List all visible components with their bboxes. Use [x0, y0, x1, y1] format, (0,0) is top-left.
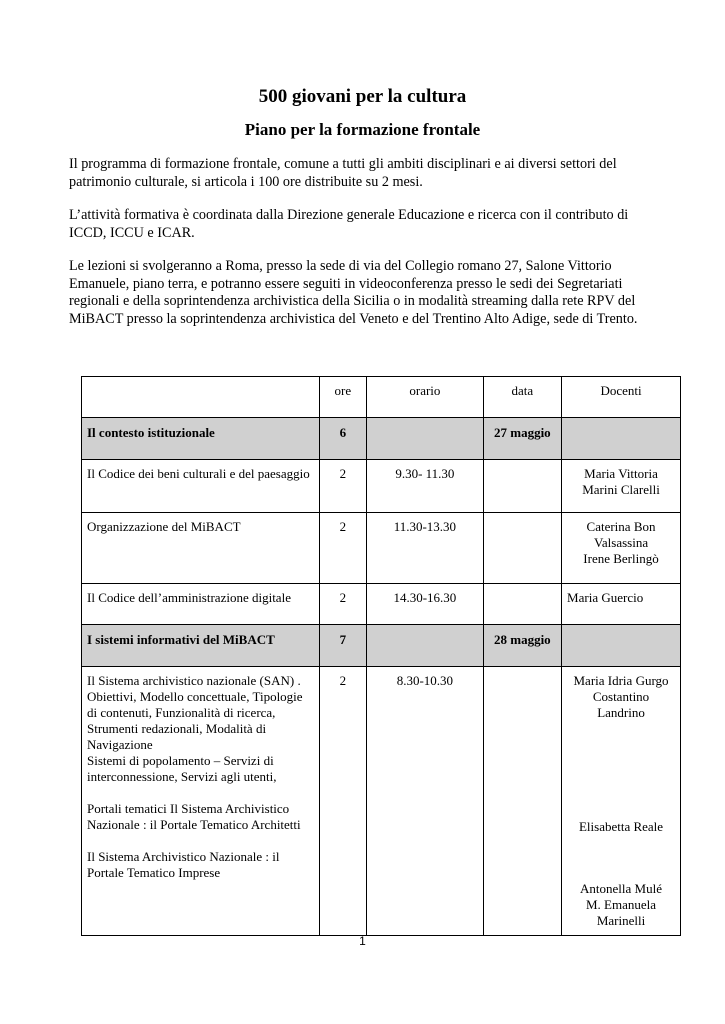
section-ore: 6	[319, 418, 367, 460]
topic-block: Il Sistema archivistico nazionale (SAN) . Obiettivi, Modello concettuale, Tipologie di contenuti, Funzionalità di ricerca, Strumenti redazionali, Modalità di Navigazione	[87, 673, 303, 752]
lesson-ore: 2	[319, 513, 367, 584]
intro-paragraph-1: Il programma di formazione frontale, comune a tutti gli ambiti disciplinari e ai diversi settori del patrimonio culturale, si articola i 100 ore distribuite su 2 mesi.	[69, 156, 617, 190]
header-docenti: Docenti	[562, 377, 681, 418]
table-row	[82, 584, 681, 625]
section-orario	[367, 625, 483, 667]
lesson-ore: 2	[319, 584, 367, 625]
docente-line: Elisabetta Reale	[578, 819, 664, 834]
lesson-ore: 2	[319, 667, 367, 936]
docente-line: Irene Berlingò	[583, 551, 659, 566]
docente-line: Landrino	[597, 705, 645, 720]
document-subtitle: Piano per la formazione frontale	[244, 120, 481, 139]
section-docenti	[562, 418, 681, 460]
section-topic: Il contesto istituzionale	[82, 418, 320, 460]
lesson-topic: Il Codice dei beni culturali e del paesaggio	[82, 460, 320, 513]
section-orario	[367, 418, 483, 460]
section-docenti	[562, 625, 681, 667]
lesson-orario: 14.30-16.30	[367, 584, 483, 625]
docente-line: Maria Vittoria	[584, 466, 658, 481]
docente-line: Valsassina	[593, 535, 649, 550]
lesson-topic	[82, 667, 320, 936]
section-data: 27 maggio	[483, 418, 561, 460]
lesson-topic: Organizzazione del MiBACT	[82, 513, 320, 584]
section-data: 28 maggio	[483, 625, 561, 667]
docente-line: M. Emanuela	[586, 897, 657, 912]
lesson-data	[483, 513, 561, 584]
topic-block: Portali tematici Il Sistema Archivistico Nazionale : il Portale Tematico Architetti	[87, 801, 301, 832]
intro-paragraph-3: Le lezioni si svolgeranno a Roma, presso la sede di via del Collegio romano 27, Salone Vittorio Emanuele, piano terra, e potranno essere seguiti in videoconferenza presso le sedi dei Segretariati regionali e della soprintendenza archivistica della Sicilia o in modalità streaming dalla rete RPV del MiBACT presso la soprintendenza archivistica del Veneto e del Trentino Alto Adige, sede di Trento.	[69, 258, 638, 327]
topic-block: Sistemi di popolamento – Servizi di interconnessione, Servizi agli utenti,	[87, 753, 277, 784]
lesson-topic: Il Codice dell’amministrazione digitale	[82, 584, 320, 625]
docente-line: Marinelli	[596, 913, 646, 928]
document-title: 500 giovani per la cultura	[258, 86, 467, 107]
docente-line: Marini Clarelli	[582, 482, 660, 497]
docente-line: Caterina Bon	[586, 519, 656, 534]
lesson-orario: 9.30- 11.30	[367, 460, 483, 513]
section-row-sistemi	[82, 625, 681, 667]
header-data: data	[483, 377, 561, 418]
header-ore: ore	[319, 377, 367, 418]
intro-paragraph-2: L’attività formativa è coordinata dalla Direzione generale Educazione e ricerca con il contributo di ICCD, ICCU e ICAR.	[69, 207, 629, 241]
page-number: 1	[359, 934, 366, 948]
header-topic	[82, 377, 320, 418]
table-row	[82, 667, 681, 936]
section-row-contesto	[82, 418, 681, 460]
docente-line: Maria Idria Gurgo	[573, 673, 669, 688]
lesson-docenti	[562, 460, 681, 513]
lesson-docenti	[562, 667, 681, 936]
lesson-orario: 8.30-10.30	[367, 667, 483, 936]
table-header-row	[82, 377, 681, 418]
topic-block: Il Sistema Archivistico Nazionale : il Portale Tematico Imprese	[87, 849, 280, 880]
section-ore: 7	[319, 625, 367, 667]
schedule-table	[81, 376, 681, 936]
docente-line: Costantino	[592, 689, 650, 704]
section-topic: I sistemi informativi del MiBACT	[82, 625, 320, 667]
header-orario: orario	[367, 377, 483, 418]
table-row	[82, 460, 681, 513]
lesson-data	[483, 460, 561, 513]
table-row	[82, 513, 681, 584]
lesson-docenti: Maria Guercio	[562, 584, 681, 625]
lesson-orario: 11.30-13.30	[367, 513, 483, 584]
docente-line: Antonella Mulé	[580, 881, 662, 896]
lesson-docenti	[562, 513, 681, 584]
lesson-ore: 2	[319, 460, 367, 513]
lesson-data	[483, 584, 561, 625]
lesson-data	[483, 667, 561, 936]
